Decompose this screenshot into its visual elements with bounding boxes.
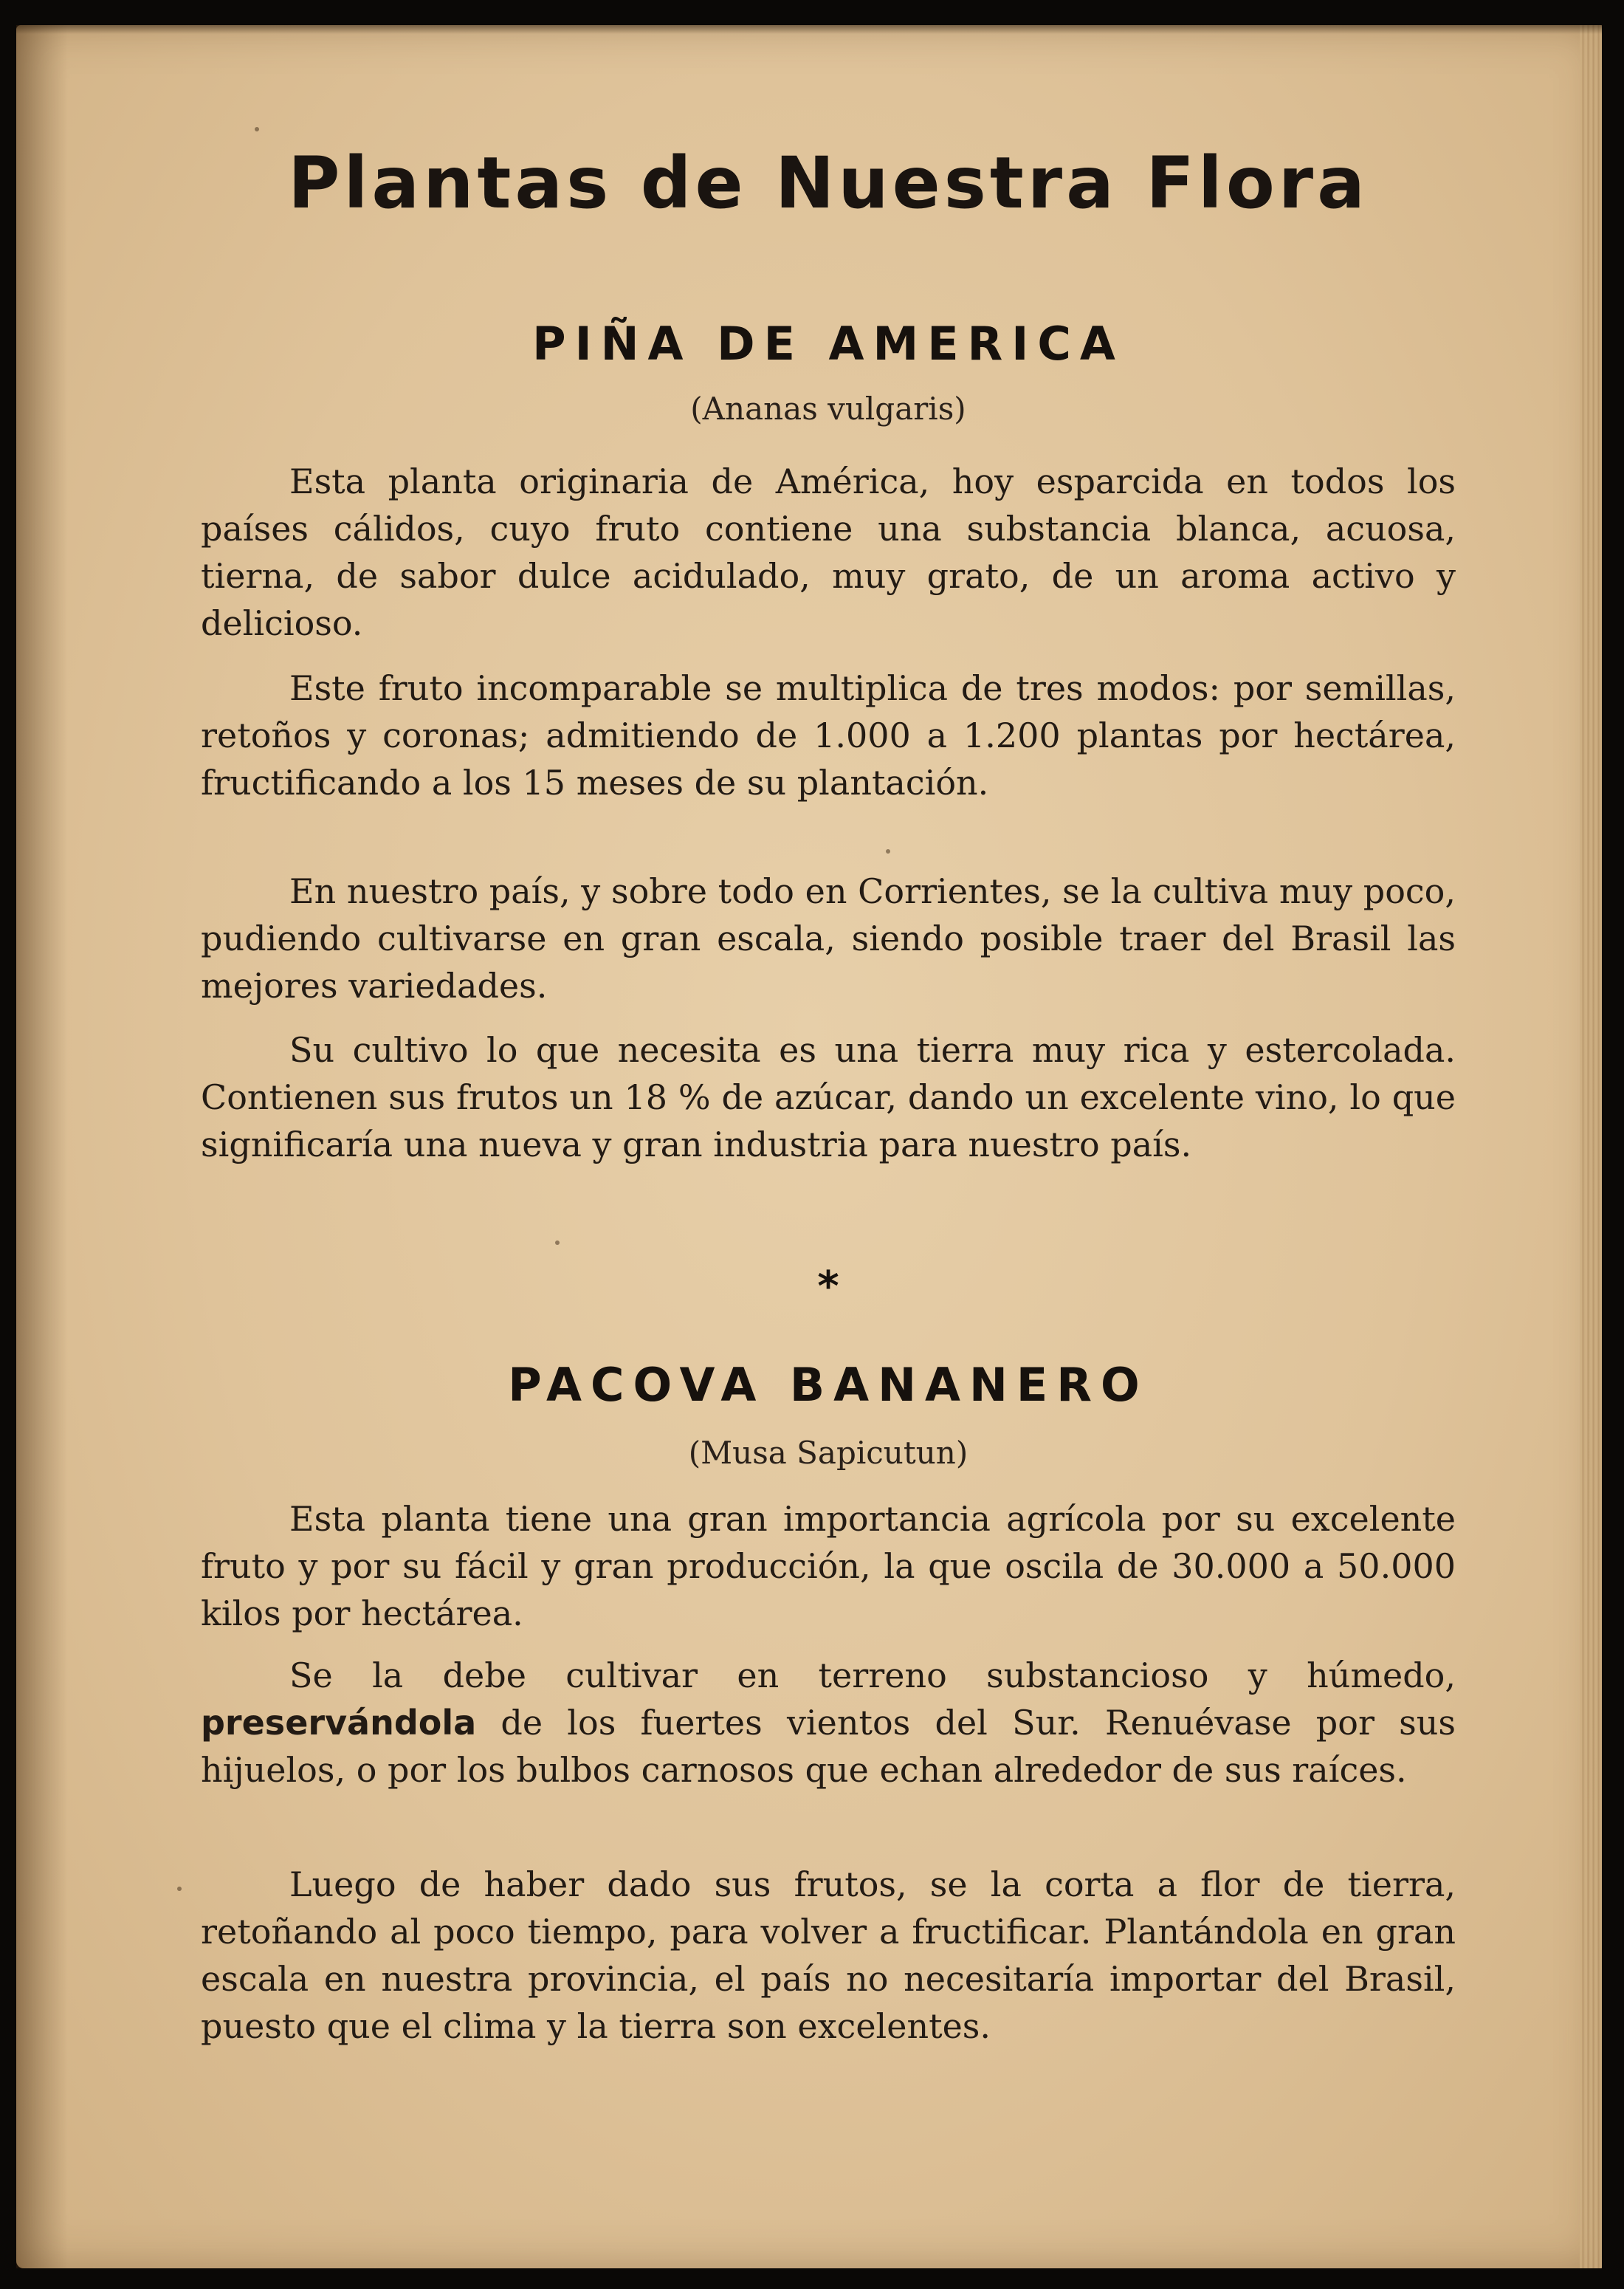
paper-speck <box>886 849 890 854</box>
page-title: Plantas de Nuestra Flora <box>288 142 1369 224</box>
paragraph-text: de los fuertes vientos del Sur. Renuévase por sus hijuelos, o por los bulbos carnosos que echan alrededor de sus raíces. <box>201 1703 1456 1790</box>
paragraph: En nuestro país, y sobre todo en Corrientes, se la cultiva muy poco, pudiendo cultivarse en gran escala, siendo posible traer del Brasil las mejores variedades. <box>201 871 1456 1006</box>
paragraph: Esta planta originaria de América, hoy esparcida en todos los países cálidos, cuyo fruto contiene una substancia blanca, acuosa, tierna, de sabor dulce acidulado, muy grato, de un aroma activo y delicioso. <box>201 461 1456 643</box>
scientific-name-pacova: (Musa Sapicutun) <box>688 1435 968 1471</box>
emphasized-word: preservándola <box>201 1703 477 1743</box>
paragraph: Su cultivo lo que necesita es una tierra muy rica y estercolada. Contienen sus frutos un 18 % de azúcar, dando un excelente vino, lo que significaría una nueva y gran industria para nuestro país. <box>201 1030 1456 1164</box>
section-separator-star: * <box>817 1263 839 1311</box>
scientific-name-pina: (Ananas vulgaris) <box>690 391 966 427</box>
paragraph: Luego de haber dado sus frutos, se la corta a flor de tierra, retoñando al poco tiempo, para volver a fructificar. Plantándola en gran escala en nuestra provincia, el país no necesitaría importar del Brasil, puesto que el clima y la tierra son excelentes. <box>201 1864 1456 2046</box>
paragraph: Esta planta tiene una gran importancia agrícola por su excelente fruto y por su fácil y gran producción, la que oscila de 30.000 a 50.000 kilos por hectárea. <box>201 1499 1456 1633</box>
page-top-shadow <box>16 25 1602 34</box>
paper-speck <box>555 1240 560 1245</box>
paper-speck <box>177 1887 182 1891</box>
paragraph: Este fruto incomparable se multiplica de tres modos: por semillas, retoños y coronas; admitiendo de 1.000 a 1.200 plantas por hectárea, fructificando a los 15 meses de su plantación. <box>201 668 1456 803</box>
paragraph <box>201 1652 1456 1794</box>
paragraph-text: Se la debe cultivar en terreno substancioso y húmedo, <box>289 1655 1456 1695</box>
section-heading-pacova: PACOVA BANANERO <box>508 1358 1149 1412</box>
paper-speck <box>255 127 259 131</box>
section-heading-pina: PIÑA DE AMERICA <box>532 317 1124 371</box>
